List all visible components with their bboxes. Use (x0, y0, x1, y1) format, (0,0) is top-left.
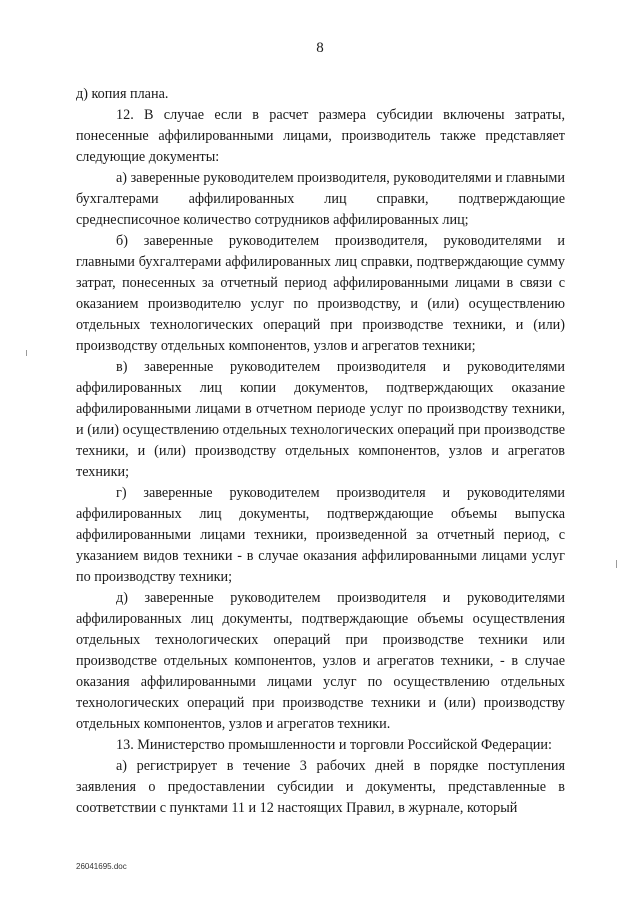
paragraph-4: в) заверенные руководителем производителя и руководителями аффилированных лиц копии документов, подтверждающих оказание аффилированными лицами в отчетном периоде услуг по производству техники, и (или) осуществлению отдельных технологических операций при производстве техники, и (или) производству отдельных компонентов, узлов и агрегатов техники; (76, 359, 565, 480)
document-body (76, 84, 565, 819)
paragraph-6: д) заверенные руководителем производителя и руководителями аффилированных лиц документы, подтверждающие объемы осуществления отдельных технологических операций при производстве техники или производстве отдельных компонентов, узлов и агрегатов техники, - в случае оказания аффилированными лицами услуг по осуществлению отдельных технологических операций при производстве техники и (или) производству отдельных компонентов, узлов и агрегатов техники. (76, 590, 565, 732)
scan-mark-right (616, 560, 617, 568)
paragraph-8: а) регистрирует в течение 3 рабочих дней в порядке поступления заявления о предоставлении субсидии и документы, представленные в соответствии с пунктами 11 и 12 настоящих Правил, в журнале, который (76, 758, 565, 816)
page-number: 8 (316, 40, 324, 56)
paragraph-3: б) заверенные руководителем производителя, руководителями и главными бухгалтерами аффилированных лиц справки, подтверждающие сумму затрат, понесенных за отчетный период аффилированными лицами в связи с оказанием производителю услуг по производству, и (или) осуществлению отдельных технологических операций при производстве техники, и (или) производству отдельных компонентов, узлов и агрегатов техники; (76, 233, 565, 354)
paragraph-7: 13. Министерство промышленности и торговли Российской Федерации: (116, 737, 552, 753)
paragraph-2: а) заверенные руководителем производителя, руководителями и главными бухгалтерами аффилированных лиц справки, подтверждающие среднесписочное количество сотрудников аффилированных лиц; (76, 170, 565, 228)
file-name-footer: 26041695.doc (76, 862, 127, 871)
paragraph-0: д) копия плана. (76, 86, 169, 102)
scan-mark-left (26, 350, 27, 356)
paragraph-1: 12. В случае если в расчет размера субсидии включены затраты, понесенные аффилированными лицами, производитель также представляет следующие документы: (76, 107, 565, 165)
paragraph-5: г) заверенные руководителем производителя и руководителями аффилированных лиц документы, подтверждающие объемы выпуска аффилированными лицами техники, произведенной за отчетный период, с указанием видов техники - в случае оказания аффилированными лицами услуг по производству техники; (76, 485, 565, 585)
